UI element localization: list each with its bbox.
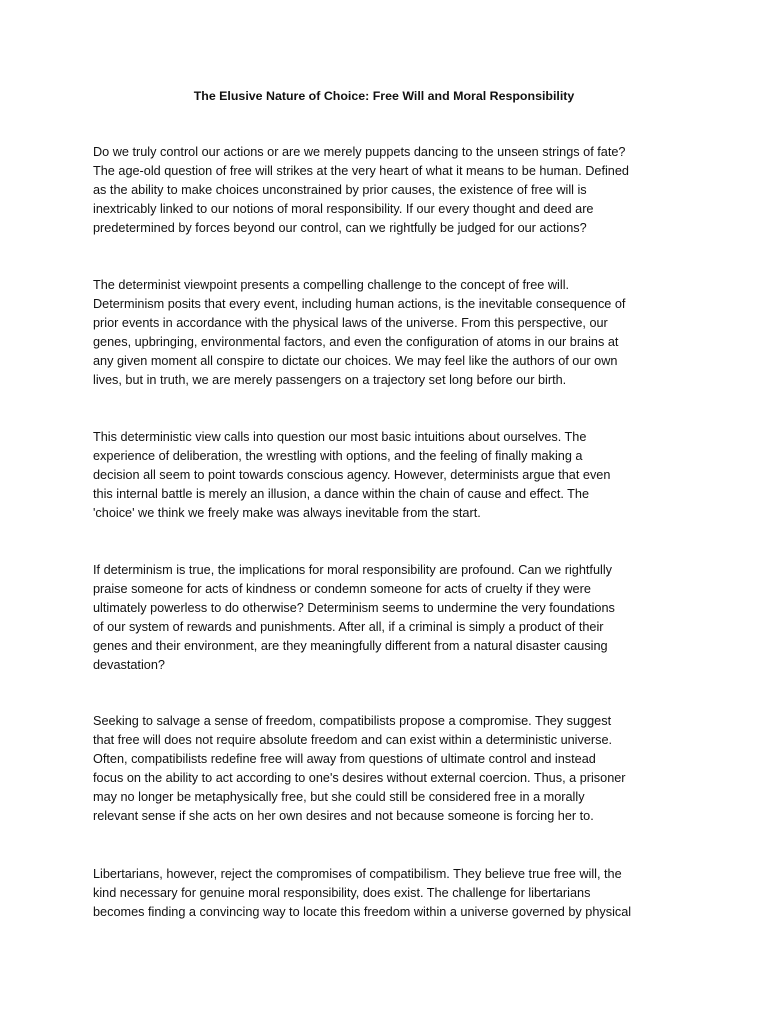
paragraph-determinist-viewpoint: The determinist viewpoint presents a compelling challenge to the concept of free will. Determinism posits that every event, including human actions, is the inevitable consequence of prior events in accordance with the physical laws of the universe. From this perspective, our genes, upbringing, environmental factors, and even the configuration of atoms in our brains at any given moment all conspire to dictate our choices. We may feel like the authors of our own lives, but in truth, we are merely passengers on a trajectory set long before our birth. — [93, 278, 626, 387]
paragraph-compatibilism: Seeking to salvage a sense of freedom, compatibilists propose a compromise. They suggest that free will does not require absolute freedom and can exist within a deterministic universe. Often, compatibilists redefine free will away from questions of ultimate control and instead focus on the ability to act according to one's desires without external coercion. Thus, a prisoner may no longer be metaphysically free, but she could still be considered free in a morally relevant sense if she acts on her own desires and not because someone is forcing her to. — [93, 714, 626, 823]
paragraph-libertarianism: Libertarians, however, reject the compromises of compatibilism. They believe true free will, the kind necessary for genuine moral responsibility, does exist. The challenge for libertarians becomes finding a convincing way to locate this freedom within a universe governed by physical — [93, 867, 632, 919]
paragraph-moral-responsibility: If determinism is true, the implications for moral responsibility are profound. Can we rightfully praise someone for acts of kindness or condemn someone for acts of cruelty if they were ultimately powerless to do otherwise? Determinism seems to undermine the very foundations of our system of rewards and punishments. After all, if a criminal is simply a product of their genes and their environment, are they meaningfully different from a natural disaster causing devastation? — [93, 563, 615, 672]
paragraph-deterministic-intuitions: This deterministic view calls into question our most basic intuitions about ourselves. The experience of deliberation, the wrestling with options, and the feeling of finally making a decision all seem to point towards conscious agency. However, determinists argue that even this internal battle is merely an illusion, a dance within the chain of cause and effect. The 'choice' we think we freely make was always inevitable from the start. — [93, 430, 611, 520]
paragraph-free-will-question: Do we truly control our actions or are we merely puppets dancing to the unseen strings of fate? The age-old question of free will strikes at the very heart of what it means to be human. Defined as the ability to make choices unconstrained by prior causes, the existence of free will is inextricably linked to our notions of moral responsibility. If our every thought and deed are predetermined by forces beyond our control, can we rightfully be judged for our actions? — [93, 145, 629, 235]
document-title: The Elusive Nature of Choice: Free Will and Moral Responsibility — [193, 89, 575, 103]
